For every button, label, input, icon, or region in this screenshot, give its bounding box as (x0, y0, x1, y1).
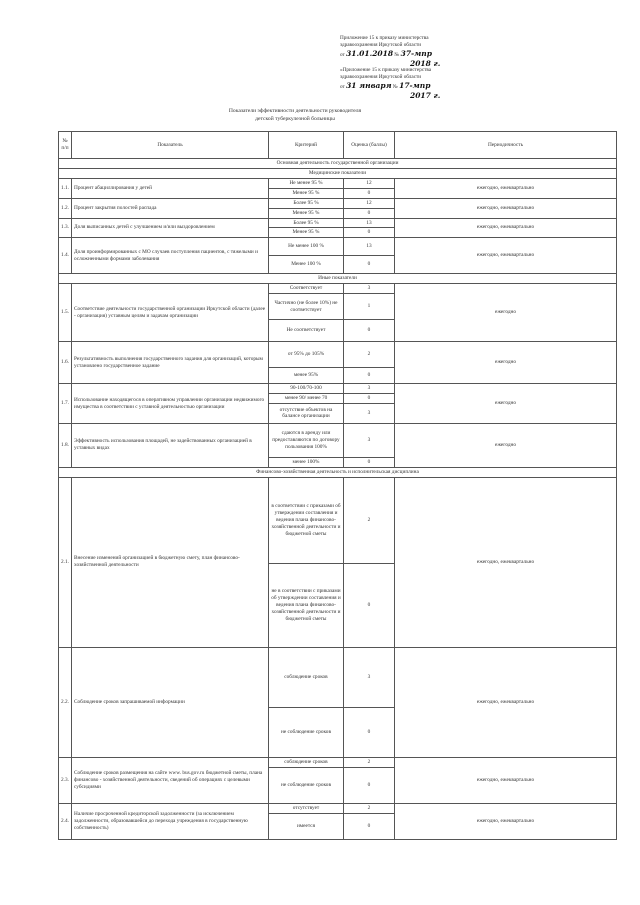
appendix-header-2 (340, 67, 440, 101)
table-row: Менее 95 % 0 (59, 208, 617, 218)
table-row: 2.4. Наличие просроченной кредиторской задолженности (за исключением задолженности, образовавшейся до перехода учреждения в государственную собственность) отсутствует 2 ежегодно, ежеквартально (59, 803, 617, 813)
document-title: Показатели эффективности деятельности руководителя детской туберкулезной больницы (228, 108, 362, 122)
table-row: 1.8. Эффективность использования площадей, не задействованных организацией в уставных видах сдаются в аренду или предоставляются по договору пользования 100% 3 ежегодно (59, 423, 617, 457)
table-row: 1.6. Результативность выполнения государственного задания для организаций, которым установлено государственное задание от 95% до 105% 2 ежегодно (59, 342, 617, 368)
handwritten-date-1: 31.01.2018 (346, 49, 394, 59)
handwritten-date-2: 31 января (346, 81, 392, 91)
table-row: Не соответствует 0 (59, 320, 617, 342)
table-row: 1.7. Использование находящегося в оперативном управлении организации недвижимого имущества в соответствии с уставной деятельностью организации 90-100/70-100 3 ежегодно (59, 384, 617, 394)
col-indicator: Показатель (72, 132, 269, 159)
table-row: Менее 100 % 0 (59, 256, 617, 274)
order-date-line-1: от 31.01.2018 № 37-мпр (340, 49, 433, 59)
col-period: Периодичность (395, 132, 617, 159)
col-num: № п/п (59, 132, 72, 159)
table-row: менее 95% 0 (59, 368, 617, 384)
handwritten-number-1: 37-мпр (400, 49, 433, 59)
appendix-line-2: здравоохранения Иркутской области (340, 42, 422, 49)
indicators-table (58, 131, 617, 840)
table-row: 2.1. Внесение изменений организацией в бюджетную смету, план финансово-хозяйственной деятельности в соответствии с приказами об утверждении составления и ведения плана финансово-хозяйственной деятельности и бюджетной сметы 2 ежегодно, ежеквартально (59, 477, 617, 563)
table-row: 1.1. Процент абациллирования у детей Не менее 95 % 12 ежегодно, ежеквартально (59, 179, 617, 189)
appendix-header (340, 35, 440, 69)
table-row: Менее 95 % 0 (59, 188, 617, 198)
table-row: 2.3. Соблюдение сроков размещения на сайте www. bus.gov.ru бюджетной сметы, плана финансово - хозяйственной деятельности, сведений об операциях с целевыми субсидиями соблюдение сроков 2 ежегодно, ежеквартально (59, 757, 617, 767)
table-row: 1.5. Соответствие деятельности государственной организации Иркутской области (далее - организация) уставным целям и задачам организации Соответствует 3 ежегодно (59, 284, 617, 294)
appendix2-line-2: здравоохранения Иркутской области (340, 74, 422, 81)
table-row: 1.3. Доля выписанных детей с улучшением и/или выздоровлением Более 95 % 13 ежегодно, ежеквартально (59, 218, 617, 228)
handwritten-number-2: 17-мпр (399, 81, 431, 91)
section-other: Иные показатели (59, 274, 617, 284)
table-row: 1.2. Процент закрытия полостей распада Более 95 % 12 ежегодно, ежеквартально (59, 198, 617, 208)
appendix2-line-1: «Приложение 15 к приказу министерства (340, 67, 432, 73)
table-row: имеется 0 (59, 813, 617, 839)
table-row: не соблюдение сроков 0 (59, 707, 617, 757)
table-row: Менее 95 % 0 (59, 228, 617, 238)
handwritten-year-2: 2017 г. (410, 91, 441, 101)
handwritten-year-1: 2018 г. (410, 59, 441, 69)
table-row: не соблюдение сроков 0 (59, 767, 617, 803)
order-date-line-2: от 31 января № 17-мпр (340, 81, 431, 91)
section-medical: Медицинские показатели (59, 169, 617, 179)
table-row: менее 100% 0 (59, 457, 617, 467)
table-row: не в соответствии с приказами об утверждении составления и ведения плана финансово-хозяйственной деятельности и бюджетной сметы 0 (59, 563, 617, 647)
col-criterion: Критерий (269, 132, 344, 159)
table-row: 1.4. Доля проинформированных с МО случаев поступления пациентов, с тяжелыми и осложненными формами заболевания Не менее 100 % 13 ежегодно, ежеквартально (59, 238, 617, 256)
col-score: Оценка (баллы) (344, 132, 395, 159)
table-row: Частично (не более 10%) не соответствует 1 (59, 294, 617, 320)
section-main: Основная деятельность государственной организации (59, 159, 617, 169)
table-header-row (59, 132, 617, 159)
section-finance: Финансово-хозяйственная деятельность и исполнительская дисциплина (59, 467, 617, 477)
table-row: отсутствие объектов на балансе организации 3 (59, 403, 617, 423)
table-row: менее 90/ менее 70 0 (59, 394, 617, 404)
appendix-line-1: Приложение 15 к приказу министерства (340, 35, 429, 41)
table-row: 2.2. Соблюдение сроков запрашиваемой информации соблюдение сроков 3 ежегодно, ежеквартально (59, 647, 617, 707)
